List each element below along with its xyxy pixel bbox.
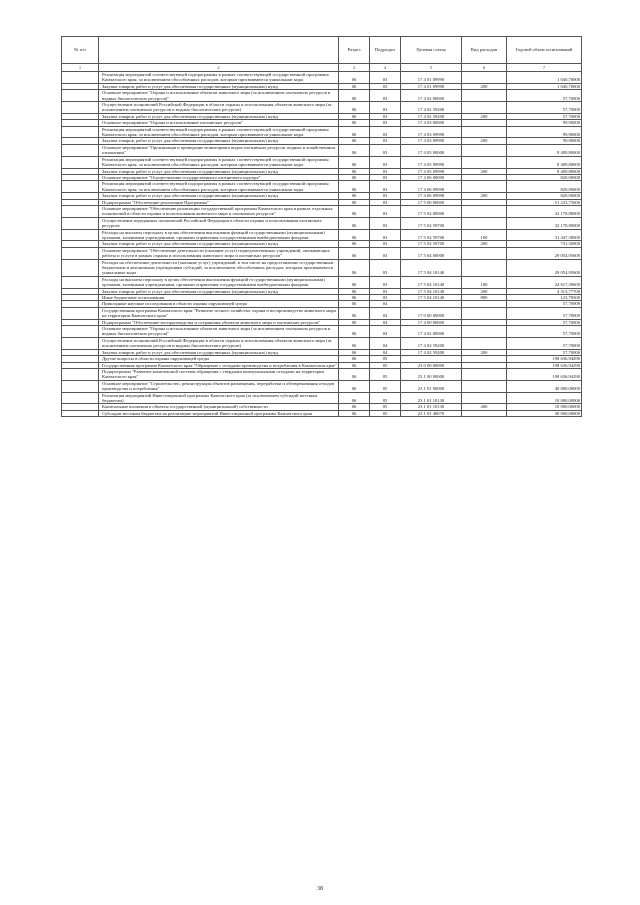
cell-podrazdel: 03 [370,156,401,168]
cell-vid: 200 [462,241,507,247]
cell-razdel: 06 [339,380,370,392]
table-row [62,102,582,114]
cell-num [62,410,99,416]
header-vid: Вид расходов [462,37,507,64]
cell-name: Реализация мероприятий соответствующей подпрограммы в рамках соответствующей государственной программы Камчатского края, за исключением обособленных расходов, которым присваиваются уникальные коды [99,126,339,138]
cell-cel: 17 4 01 09990 [401,72,462,84]
header-cel: Целевая статья [401,37,462,64]
cell-num [62,217,99,229]
cell-cel: 17 5 02 59700 [401,241,462,247]
cell-vid: 100 [462,276,507,288]
cell-razdel: 06 [339,326,370,338]
cell-name: Закупка товаров, работ и услуг для обеспечения государственных (муниципальных) нужд [99,113,339,119]
cell-podrazdel: 03 [370,83,401,89]
cell-podrazdel: 03 [370,295,401,301]
cell-name: Закупка товаров, работ и услуг для обеспечения государственных (муниципальных) нужд [99,288,339,294]
table-row [62,144,582,156]
cell-sum: 820,00000 [507,181,582,193]
cell-name: Закупка товаров, работ и услуг для обеспечения государственных (муниципальных) нужд [99,193,339,199]
cell-sum: 30 000,00000 [507,410,582,416]
cell-name: Реализация мероприятий соответствующей подпрограммы в рамках соответствующей государственной программы Камчатского края, за исключением обособленных расходов, которым присваиваются уникальные коды [99,156,339,168]
cell-podrazdel: 03 [370,174,401,180]
cell-razdel: 06 [339,193,370,199]
cell-cel: 17 5 00 00000 [401,199,462,205]
cell-sum: 198 636,94290 [507,356,582,362]
cell-podrazdel: 03 [370,259,401,276]
cell-sum: 32 178,80000 [507,217,582,229]
cell-cel: 17 4 06 09990 [401,181,462,193]
cell-num [62,205,99,217]
cell-podrazdel: 05 [370,404,401,410]
cell-razdel: 06 [339,120,370,126]
cell-name: Реализация мероприятий соответствующей подпрограммы в рамках соответствующей государственной программы Камчатского края, за исключением обособленных расходов, которым присваиваются уникальные коды [99,181,339,193]
budget-table [61,36,582,417]
cell-podrazdel: 05 [370,368,401,380]
cell-podrazdel: 03 [370,72,401,84]
cell-sum: 198 636,94290 [507,362,582,368]
cell-num [62,326,99,338]
cell-vid [462,368,507,380]
header-podrazdel: Подраздел [370,37,401,64]
cell-name: Основное мероприятие "Осуществление государственного охотничьего надзора" [99,174,339,180]
cell-name: Закупка товаров, работ и услуг для обеспечения государственных (муниципальных) нужд [99,241,339,247]
cell-sum: 99,90000 [507,126,582,138]
column-number: 6 [462,64,507,72]
cell-cel: 17 4 00 00000 [401,319,462,325]
cell-razdel: 06 [339,295,370,301]
cell-sum: 57,70000 [507,113,582,119]
table-row [62,156,582,168]
cell-podrazdel: 05 [370,362,401,368]
cell-podrazdel: 03 [370,247,401,259]
header-name [99,37,339,64]
column-number: 3 [339,64,370,72]
cell-cel: 17 5 04 10140 [401,259,462,276]
cell-name: Иные бюджетные ассигнования [99,295,339,301]
cell-vid [462,156,507,168]
cell-num [62,247,99,259]
cell-name: Расходы на выплаты персоналу в целях обеспечения выполнения функций государственными (муниципальными) органами, казенными учреждениями, органами управления государственными внебюджетными фондами [99,276,339,288]
cell-sum: 10 000,00000 [507,392,582,404]
cell-sum: 29 054,95600 [507,259,582,276]
cell-name: Основное мероприятие "Обеспечение деятельности (оказание услуг) подведомственных учреждений, оказывающих работы и услуги в рамках охраны и использования животного мира и охотничьих ресурсов" [99,247,339,259]
cell-num [62,126,99,138]
cell-razdel: 06 [339,156,370,168]
cell-vid [462,247,507,259]
cell-cel: 23 0 00 00000 [401,362,462,368]
cell-podrazdel: 03 [370,144,401,156]
cell-razdel: 06 [339,276,370,288]
cell-name: Расходы на выплаты персоналу в целях обеспечения выполнения функций государственными (муниципальными) органами, казенными учреждениями, органами управления государственными внебюджетными фондами [99,229,339,241]
cell-vid [462,126,507,138]
cell-podrazdel: 03 [370,276,401,288]
table-row [62,259,582,276]
table-row [62,217,582,229]
table-row [62,276,582,288]
cell-razdel: 06 [339,392,370,404]
cell-vid: 200 [462,138,507,144]
cell-cel: 17 4 02 59200 [401,337,462,349]
table-body [62,72,582,417]
column-number: 5 [401,64,462,72]
cell-cel: 17 4 05 09990 [401,168,462,174]
cell-name: Основное мероприятие "Охрана и использование объектов животного мира (за исключением охотничьих ресурсов и водных биологических ресурсов)" [99,326,339,338]
cell-name: Осуществление полномочий Российской Федерации в области охраны и использования объектов животного мира (за исключением охотничьих ресурсов и водных биологических ресурсов) [99,102,339,114]
cell-podrazdel: 05 [370,356,401,362]
cell-name: Государственная программа Камчатского края "Обращение с отходами производства и потребления в Камчатском крае" [99,362,339,368]
cell-num [62,102,99,114]
cell-sum: 51 233,75600 [507,199,582,205]
cell-podrazdel: 05 [370,410,401,416]
cell-podrazdel: 03 [370,181,401,193]
cell-podrazdel: 03 [370,217,401,229]
cell-vid [462,410,507,416]
cell-num [62,181,99,193]
budget-table-sheet [61,36,581,417]
cell-razdel: 06 [339,126,370,138]
cell-cel: 17 4 03 09990 [401,126,462,138]
cell-name: Реализация мероприятий Инвестиционной программы Камчатского края (за исключением субсидий местным бюджетам) [99,392,339,404]
cell-cel: 17 4 03 09990 [401,138,462,144]
cell-vid [462,90,507,102]
cell-name: Закупка товаров, работ и услуг для обеспечения государственных (муниципальных) нужд [99,168,339,174]
cell-cel: 23 1 01 10130 [401,392,462,404]
cell-razdel: 06 [339,259,370,276]
cell-num [62,368,99,380]
cell-name: Расходы на обеспечение деятельности (оказание услуг) учреждений, в том числе на предоставление государственным бюджетным и автономным учреждениям субсидий, за исключением обособленных расходов, которым присваиваются уникальные коды [99,259,339,276]
header-razdel: Раздел [339,37,370,64]
cell-cel: 17 4 06 09990 [401,193,462,199]
cell-razdel: 06 [339,288,370,294]
cell-podrazdel: 03 [370,120,401,126]
cell-podrazdel: 03 [370,193,401,199]
cell-razdel: 06 [339,205,370,217]
table-row [62,337,582,349]
cell-sum: 57,70000 [507,349,582,355]
cell-sum: 820,00000 [507,193,582,199]
header-sum: Годовой объем ассигнований [507,37,582,64]
cell-podrazdel: 05 [370,392,401,404]
cell-podrazdel: 03 [370,199,401,205]
cell-razdel: 06 [339,307,370,319]
cell-name: Закупка товаров, работ и услуг для обеспечения государственных (муниципальных) нужд [99,138,339,144]
table-row [62,72,582,84]
cell-razdel: 06 [339,90,370,102]
cell-num [62,337,99,349]
cell-num [62,380,99,392]
cell-num [62,276,99,288]
cell-razdel: 06 [339,368,370,380]
column-number: 1 [62,64,99,72]
cell-razdel: 06 [339,72,370,84]
table-row [62,380,582,392]
cell-podrazdel: 03 [370,288,401,294]
table-row [62,205,582,217]
cell-vid [462,380,507,392]
column-number: 7 [507,64,582,72]
cell-podrazdel: 03 [370,205,401,217]
cell-cel: 23 1 01 10130 [401,404,462,410]
cell-cel: 17 5 02 59700 [401,229,462,241]
cell-sum: 32 178,80000 [507,205,582,217]
table-row [62,392,582,404]
cell-name: Основное мероприятие "Строительство, реконструкция объектов размещения, переработки и обезвреживания отходов производства и потребления" [99,380,339,392]
cell-sum: 8 409,80000 [507,168,582,174]
cell-name: Подпрограмма "Обеспечение воспроизводства и сохранения объектов животного мира и охотничьих ресурсов" [99,319,339,325]
cell-cel: 17 4 02 59200 [401,349,462,355]
cell-name: Капитальные вложения в объекты государственной (муниципальной) собственности [99,404,339,410]
cell-vid: 100 [462,229,507,241]
cell-vid [462,205,507,217]
cell-sum: 198 636,94290 [507,368,582,380]
cell-name: Закупка товаров, работ и услуг для обеспечения государственных (муниципальных) нужд [99,83,339,89]
table-row [62,90,582,102]
table-row [62,181,582,193]
table-row [62,368,582,380]
cell-podrazdel: 03 [370,138,401,144]
cell-cel: 23 1 00 00000 [401,368,462,380]
cell-name: Подпрограмма "Развитие комплексной системы обращения с твердыми коммунальными отходами на территории Камчатского края" [99,368,339,380]
cell-num [62,144,99,156]
cell-sum: 4 313,77700 [507,288,582,294]
column-number-row [62,64,582,72]
cell-razdel: 06 [339,404,370,410]
cell-cel: 17 4 01 09990 [401,83,462,89]
cell-vid: 200 [462,349,507,355]
column-number: 4 [370,64,401,72]
cell-podrazdel: 04 [370,307,401,319]
cell-sum: 29 054,95600 [507,247,582,259]
cell-cel: 17 4 02 00000 [401,90,462,102]
cell-cel: 17 5 02 59700 [401,217,462,229]
cell-num [62,259,99,276]
cell-sum: 123,78300 [507,295,582,301]
cell-razdel: 06 [339,174,370,180]
cell-razdel: 06 [339,349,370,355]
cell-sum: 8 409,80000 [507,156,582,168]
cell-cel: 17 4 02 59200 [401,102,462,114]
cell-sum: 1 040,70000 [507,72,582,84]
cell-vid [462,181,507,193]
cell-num [62,229,99,241]
cell-sum: 57,70000 [507,337,582,349]
cell-cel: 17 5 04 10140 [401,288,462,294]
cell-razdel: 06 [339,102,370,114]
cell-sum: 40 000,00000 [507,380,582,392]
cell-razdel: 06 [339,247,370,259]
cell-cel: 17 4 06 00000 [401,174,462,180]
cell-sum: 8 409,80000 [507,144,582,156]
table-row [62,410,582,416]
cell-sum: 57,70000 [507,307,582,319]
cell-vid [462,259,507,276]
table-row [62,307,582,319]
cell-name: Закупка товаров, работ и услуг для обеспечения государственных (муниципальных) нужд [99,349,339,355]
cell-cel: 17 5 04 10140 [401,276,462,288]
cell-name: Основное мероприятие "Обеспечение реализации государственной программы Камчатского края в рамках отдельных полномочий в области охраны и использования животного мира и охотничьих ресурсов" [99,205,339,217]
cell-vid: 400 [462,404,507,410]
cell-name: Подпрограмма "Обеспечение реализации Программы" [99,199,339,205]
cell-sum: 24 617,39600 [507,276,582,288]
cell-vid: 200 [462,168,507,174]
cell-razdel: 06 [339,410,370,416]
table-row [62,247,582,259]
cell-podrazdel: 03 [370,168,401,174]
cell-name: Осуществление переданных полномочий Российской Федерации в области охраны и использования охотничьих ресурсов [99,217,339,229]
cell-podrazdel: 04 [370,319,401,325]
cell-cel: 17 5 04 10140 [401,295,462,301]
cell-razdel: 06 [339,168,370,174]
cell-razdel: 06 [339,319,370,325]
cell-podrazdel: 03 [370,113,401,119]
cell-razdel: 06 [339,138,370,144]
cell-podrazdel: 03 [370,102,401,114]
cell-podrazdel: 03 [370,229,401,241]
cell-num [62,307,99,319]
cell-sum: 10 000,00000 [507,404,582,410]
cell-name: Субсидии местным бюджетам на реализацию мероприятий Инвестиционной программы Камчатского края [99,410,339,416]
cell-sum: 99,90000 [507,120,582,126]
cell-podrazdel: 04 [370,337,401,349]
cell-podrazdel: 04 [370,301,401,307]
cell-sum: 820,00000 [507,174,582,180]
cell-podrazdel: 04 [370,326,401,338]
cell-razdel: 06 [339,229,370,241]
header-num: № п/п [62,37,99,64]
cell-name: Осуществление полномочий Российской Федерации в области охраны и использования объектов животного мира (за исключением охотничьих ресурсов и водных биологических ресурсов) [99,337,339,349]
cell-sum: 57,70000 [507,102,582,114]
cell-razdel: 06 [339,241,370,247]
cell-podrazdel: 03 [370,241,401,247]
cell-razdel: 06 [339,362,370,368]
cell-vid: 200 [462,113,507,119]
cell-name: Основное мероприятие "Охрана и использование охотничьих ресурсов" [99,120,339,126]
cell-razdel: 06 [339,181,370,193]
cell-razdel: 06 [339,144,370,156]
cell-num [62,90,99,102]
table-row [62,229,582,241]
cell-name: Основное мероприятие "Организация и проведение мониторинга видов охотничьих ресурсов, водных в хозяйственном отношении" [99,144,339,156]
cell-razdel: 06 [339,301,370,307]
cell-cel: 17 4 02 00000 [401,326,462,338]
cell-name: Государственная программа Камчатского края "Развитие лесного хозяйства, охрана и воспроизводство животного мира на территории Камчатского края" [99,307,339,319]
cell-name: Другие вопросы в области охраны окружающей среды [99,356,339,362]
cell-cel: 17 5 04 00000 [401,247,462,259]
cell-cel: 17 5 02 00000 [401,205,462,217]
cell-sum: 57,70000 [507,326,582,338]
cell-vid: 800 [462,295,507,301]
cell-razdel: 06 [339,217,370,229]
cell-vid [462,337,507,349]
table-row [62,126,582,138]
cell-cel: 17 4 05 00000 [401,144,462,156]
cell-vid [462,217,507,229]
column-number: 2 [99,64,339,72]
cell-podrazdel: 03 [370,90,401,102]
cell-podrazdel: 04 [370,349,401,355]
cell-num [62,72,99,84]
cell-cel: 23 1 01 40070 [401,410,462,416]
cell-vid [462,144,507,156]
cell-razdel: 06 [339,83,370,89]
cell-name: Прикладные научные исследования в области охраны окружающей среды [99,301,339,307]
cell-num [62,392,99,404]
table-header-row [62,37,582,64]
table-row [62,326,582,338]
cell-vid [462,326,507,338]
cell-sum: 99,90000 [507,138,582,144]
cell-vid [462,307,507,319]
cell-name: Основное мероприятие "Охрана и использование объектов животного мира (за исключением охотничьих ресурсов и водных биологических ресурсов)" [99,90,339,102]
cell-name: Реализация мероприятий соответствующей подпрограммы в рамках соответствующей государственной программы Камчатского края, за исключением обособленных расходов, которым присваиваются уникальные коды [99,72,339,84]
cell-vid [462,392,507,404]
cell-razdel: 06 [339,337,370,349]
cell-vid [462,72,507,84]
cell-vid [462,102,507,114]
cell-razdel: 06 [339,199,370,205]
cell-sum: 731,50000 [507,241,582,247]
cell-cel: 17 4 05 09990 [401,156,462,168]
cell-sum: 31 447,30000 [507,229,582,241]
cell-podrazdel: 05 [370,380,401,392]
cell-razdel: 06 [339,113,370,119]
cell-cel: 17 4 03 00000 [401,120,462,126]
cell-sum: 57,70000 [507,90,582,102]
cell-cel: 17 0 00 00000 [401,307,462,319]
cell-sum: 1 040,70000 [507,83,582,89]
cell-vid: 200 [462,288,507,294]
cell-sum: 57,70000 [507,301,582,307]
cell-cel: 17 4 02 59200 [401,113,462,119]
cell-sum: 57,70000 [507,319,582,325]
cell-razdel: 06 [339,356,370,362]
cell-vid: 200 [462,83,507,89]
page-number: 38 [317,886,323,892]
cell-podrazdel: 03 [370,126,401,138]
cell-cel: 23 1 01 00000 [401,380,462,392]
cell-num [62,156,99,168]
cell-vid: 200 [462,193,507,199]
